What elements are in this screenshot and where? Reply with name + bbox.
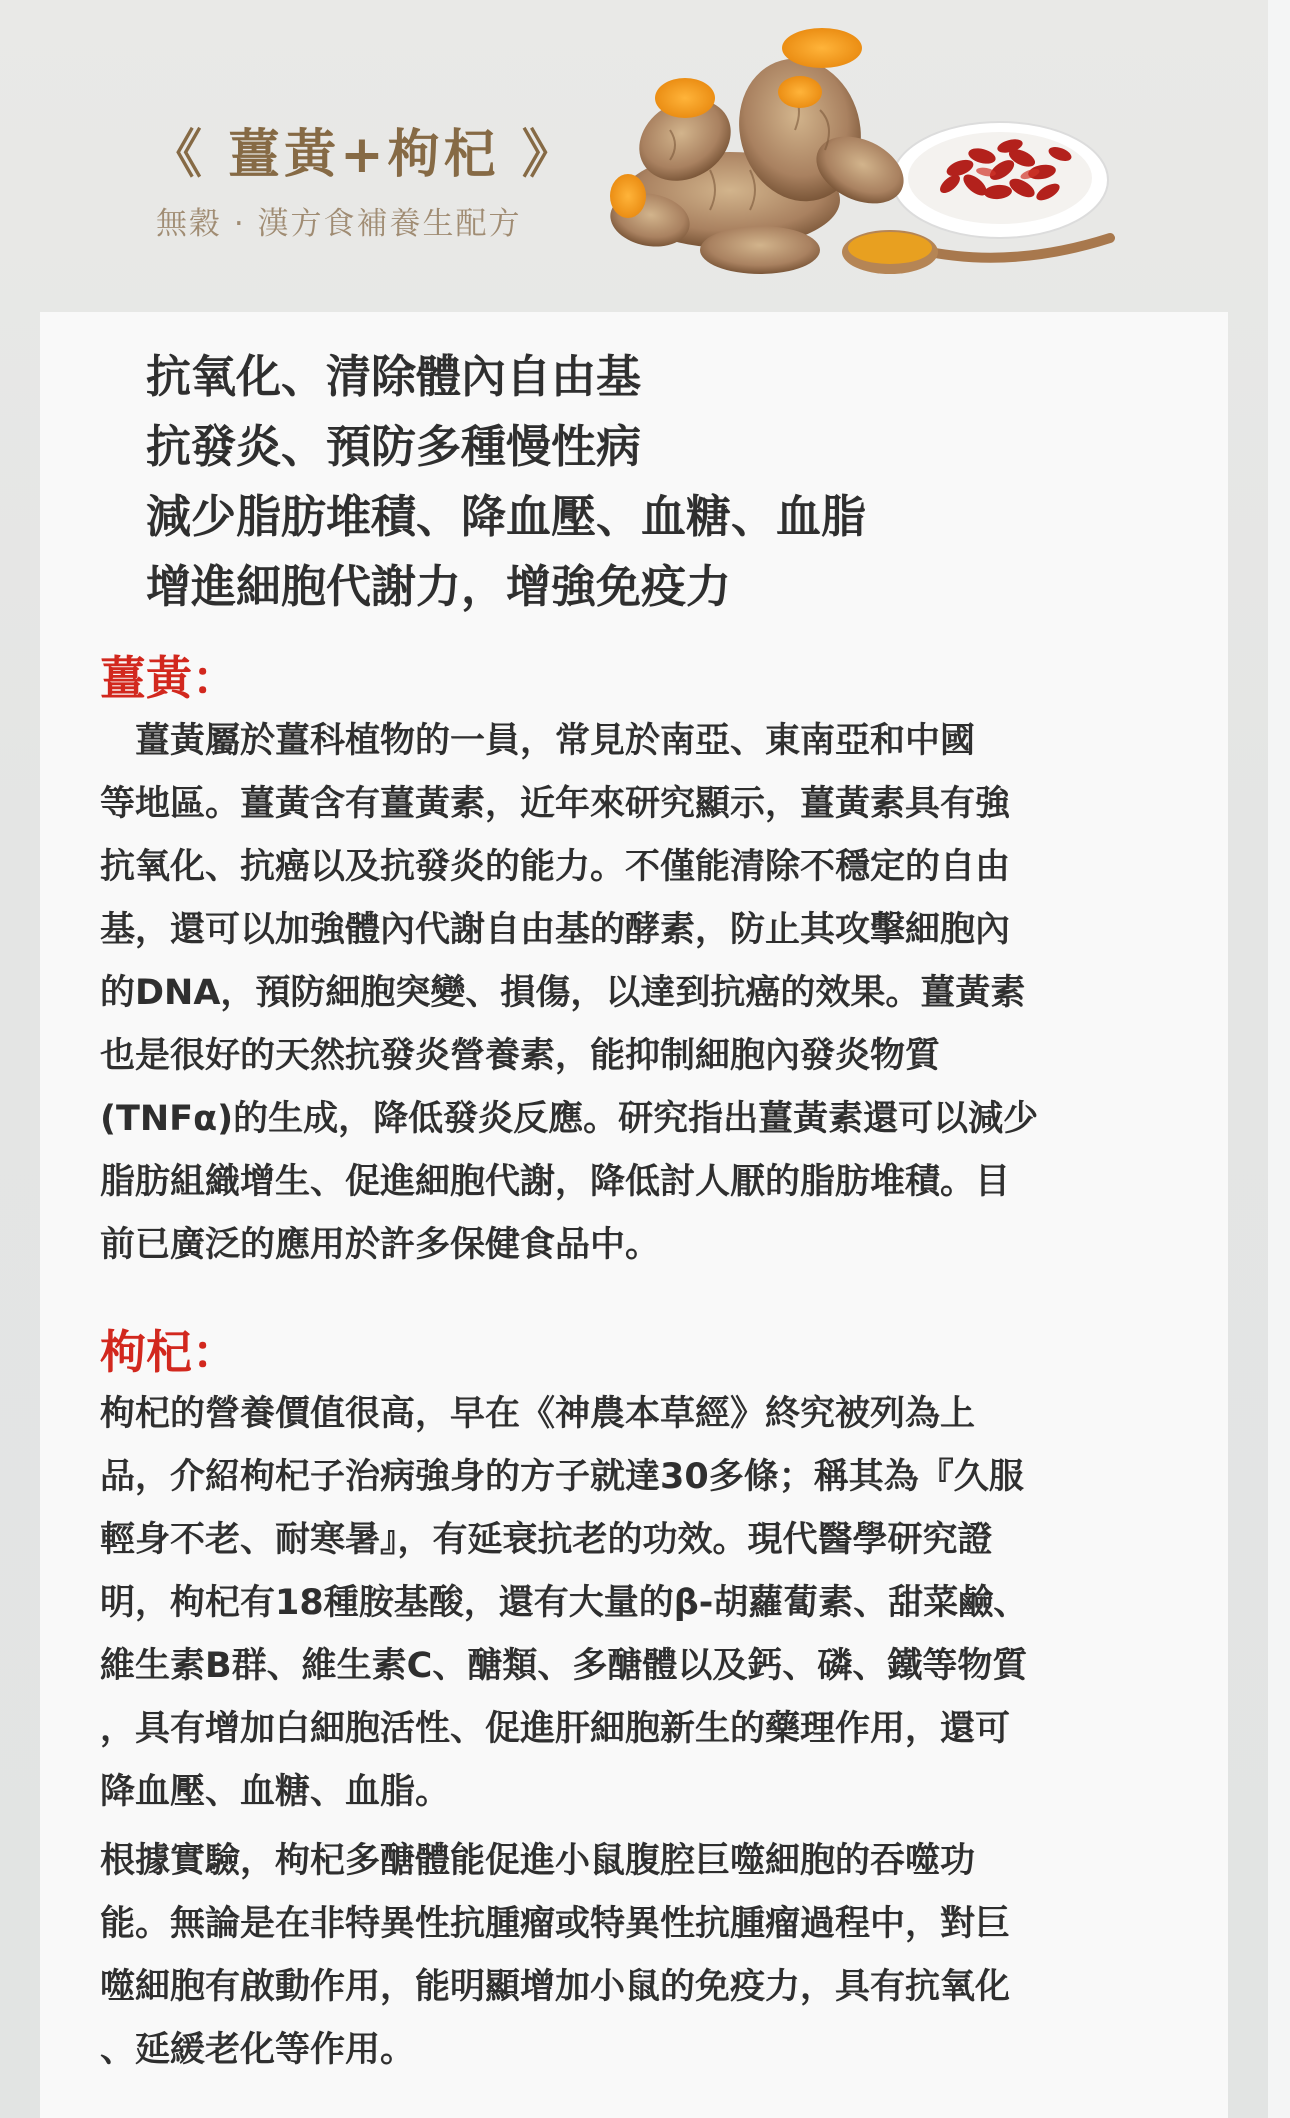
paragraph-line: 的DNA，預防細胞突變、損傷，以達到抗癌的效果。薑黃素 xyxy=(100,973,1026,1013)
right-edge-strip xyxy=(1268,0,1290,2118)
paragraph-line: 枸杞的營養價值很高，早在《神農本草經》終究被列為上 xyxy=(100,1394,976,1434)
paragraph-line: 薑黃屬於薑科植物的一員，常見於南亞、東南亞和中國 xyxy=(100,721,976,761)
goji-paragraph xyxy=(100,1383,1028,1824)
turmeric-heading: 薑黃： xyxy=(100,651,238,705)
paragraph-line: 抗氧化、抗癌以及抗發炎的能力。不僅能清除不穩定的自由 xyxy=(100,847,1011,887)
paragraph-line: 能。無論是在非特異性抗腫瘤或特異性抗腫瘤過程中，對巨 xyxy=(100,1904,1011,1944)
benefit-item: 抗氧化、清除體內自由基 xyxy=(146,350,642,403)
goji-paragraph-2 xyxy=(100,1830,1010,2082)
paragraph-line: 品，介紹枸杞子治病強身的方子就達30多條；稱其為『久服 xyxy=(100,1457,1024,1497)
benefit-item: 抗發炎、預防多種慢性病 xyxy=(146,420,642,473)
benefits-list xyxy=(146,342,866,622)
paragraph-line: 脂肪組織增生、促進細胞代謝，降低討人厭的脂肪堆積。目 xyxy=(100,1162,1011,1202)
benefit-item: 減少脂肪堆積、降血壓、血糖、血脂 xyxy=(146,490,867,543)
paragraph-line: (TNFα)的生成，降低發炎反應。研究指出薑黃素還可以減少 xyxy=(100,1099,1039,1139)
paragraph-line: 也是很好的天然抗發炎營養素，能抑制細胞內發炎物質 xyxy=(100,1036,941,1076)
paragraph-line: 根據實驗，枸杞多醣體能促進小鼠腹腔巨噬細胞的吞噬功 xyxy=(100,1841,976,1881)
paragraph-line: 、延緩老化等作用。 xyxy=(100,2030,416,2070)
paragraph-line: 維生素B群、維生素C、醣類、多醣體以及鈣、磷、鐵等物質 xyxy=(100,1646,1028,1686)
paragraph-line: 降血壓、血糖、血脂。 xyxy=(100,1772,451,1812)
paragraph-line: 等地區。薑黃含有薑黃素，近年來研究顯示，薑黃素具有強 xyxy=(100,784,1011,824)
paragraph-line: 前已廣泛的應用於許多保健食品中。 xyxy=(100,1225,661,1265)
paragraph-line: 噬細胞有啟動作用，能明顯增加小鼠的免疫力，具有抗氧化 xyxy=(100,1967,1011,2007)
page-subtitle: 無穀 · 漢方食補養生配方 xyxy=(156,206,522,242)
page-title: 《 薑黃+枸杞 》 xyxy=(150,125,578,185)
paragraph-line: 基，還可以加強體內代謝自由基的酵素，防止其攻擊細胞內 xyxy=(100,910,1011,950)
turmeric-goji-illustration xyxy=(590,20,1150,300)
paragraph-line: 輕身不老、耐寒暑』，有延衰抗老的功效。現代醫學研究證 xyxy=(100,1520,993,1560)
goji-heading: 枸杞： xyxy=(100,1325,238,1379)
paragraph-line: ，具有增加白細胞活性、促進肝細胞新生的藥理作用，還可 xyxy=(100,1709,1011,1749)
paragraph-line: 明，枸杞有18種胺基酸，還有大量的β-胡蘿蔔素、甜菜鹼、 xyxy=(100,1583,1029,1623)
benefit-item: 增進細胞代謝力，增強免疫力 xyxy=(146,560,732,613)
turmeric-paragraph xyxy=(100,710,1038,1277)
